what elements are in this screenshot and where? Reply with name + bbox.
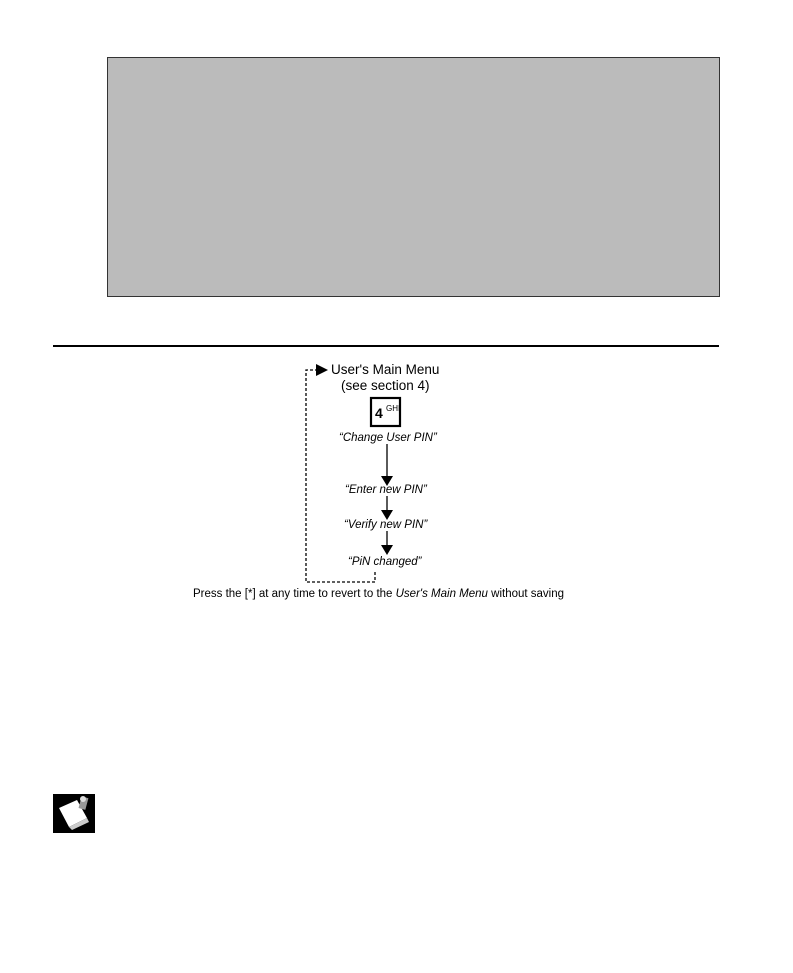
caption-after: without saving bbox=[487, 588, 565, 600]
caption-menu-name: User's Main Menu bbox=[395, 588, 488, 600]
arrow-to-pin-changed bbox=[381, 545, 393, 555]
note-icon bbox=[53, 794, 95, 833]
revert-loop-dashed-line bbox=[306, 370, 375, 582]
step-enter-new-pin: “Enter new PIN” bbox=[345, 484, 427, 496]
key-letters: GHI bbox=[386, 404, 401, 413]
key-digit: 4 bbox=[375, 405, 383, 421]
main-menu-title: User's Main Menu bbox=[331, 362, 440, 377]
caption-before: Press the [*] at any time to revert to the bbox=[193, 588, 396, 600]
step-pin-changed: “PiN changed” bbox=[348, 556, 422, 568]
diagram-caption bbox=[193, 588, 564, 600]
main-menu-subtitle: (see section 4) bbox=[341, 378, 430, 393]
step-change-user-pin: “Change User PIN” bbox=[339, 432, 437, 444]
step-verify-new-pin: “Verify new PIN” bbox=[344, 519, 428, 531]
loop-arrowhead bbox=[316, 364, 328, 376]
